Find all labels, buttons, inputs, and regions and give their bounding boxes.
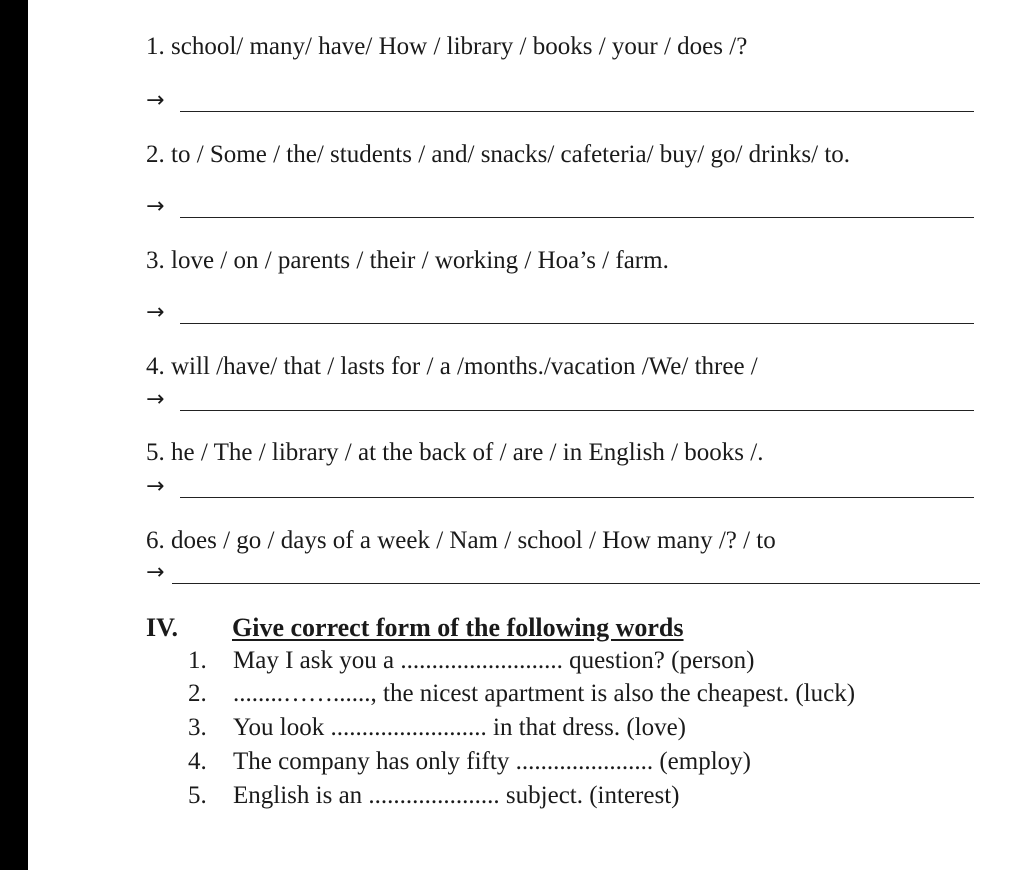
answer-blank-1[interactable] xyxy=(180,111,974,112)
arrow-icon: → xyxy=(146,88,165,113)
arrow-icon: → xyxy=(146,300,165,325)
section-title: Give correct form of the following words xyxy=(232,613,684,642)
item-1-number: 1. xyxy=(188,647,207,674)
item-1-after: question? (person) xyxy=(562,647,755,674)
answer-line-2[interactable] xyxy=(146,192,974,222)
item-5-blank[interactable]: ..................... xyxy=(368,782,500,809)
item-3-text xyxy=(233,713,686,743)
item-5-before: English is an xyxy=(233,782,369,809)
answer-blank-4[interactable] xyxy=(180,410,974,411)
answer-blank-5[interactable] xyxy=(180,497,974,498)
item-1-before: May I ask you a xyxy=(233,647,401,674)
question-1-number: 1. xyxy=(146,33,165,60)
item-3-blank[interactable]: ......................... xyxy=(330,714,487,741)
question-3-number: 3. xyxy=(146,247,165,274)
item-1-text xyxy=(233,646,754,676)
answer-line-4[interactable] xyxy=(146,385,974,415)
arrow-icon: → xyxy=(146,387,165,412)
answer-blank-6[interactable] xyxy=(172,583,980,584)
question-5-text: he / The / library / at the back of / are / in English / books /. xyxy=(171,439,764,466)
item-2-blank[interactable]: ........……...... xyxy=(233,680,371,707)
item-2-after: , the nicest apartment is also the cheapest. (luck) xyxy=(370,680,856,707)
item-2-number: 2. xyxy=(188,680,207,707)
item-4-text xyxy=(233,747,751,777)
question-5-number: 5. xyxy=(146,439,165,466)
question-4-number: 4. xyxy=(146,353,165,380)
question-1 xyxy=(146,32,747,62)
item-4-before: The company has only fifty xyxy=(233,748,516,775)
item-5-number: 5. xyxy=(188,782,207,809)
question-1-text: school/ many/ have/ How / library / books / your / does /? xyxy=(171,33,748,60)
question-2 xyxy=(146,140,850,170)
arrow-icon: → xyxy=(146,560,165,585)
item-3-number: 3. xyxy=(188,714,207,741)
question-6-number: 6. xyxy=(146,527,165,554)
answer-line-6[interactable] xyxy=(146,558,980,588)
question-5 xyxy=(146,438,763,468)
item-4-number: 4. xyxy=(188,748,207,775)
worksheet-page xyxy=(28,0,1024,870)
item-4-after: (employ) xyxy=(653,748,751,775)
item-1-blank[interactable]: .......................... xyxy=(400,647,563,674)
question-2-number: 2. xyxy=(146,141,165,168)
item-5-text xyxy=(233,781,679,811)
left-dark-border xyxy=(0,0,28,870)
section-number: IV. xyxy=(146,613,179,642)
item-3-after: in that dress. (love) xyxy=(486,714,687,741)
question-2-text: to / Some / the/ students / and/ snacks/ cafeteria/ buy/ go/ drinks/ to. xyxy=(171,141,851,168)
question-4-text: will /have/ that / lasts for / a /months./vacation /We/ three / xyxy=(171,353,758,380)
answer-line-1[interactable] xyxy=(146,86,974,116)
item-5-after: subject. (interest) xyxy=(499,782,680,809)
item-3-before: You look xyxy=(233,714,331,741)
answer-line-5[interactable] xyxy=(146,472,974,502)
question-4 xyxy=(146,352,758,382)
answer-blank-2[interactable] xyxy=(180,217,974,218)
arrow-icon: → xyxy=(146,194,165,219)
question-6 xyxy=(146,526,776,556)
item-4-blank[interactable]: ...................... xyxy=(515,748,654,775)
question-6-text: does / go / days of a week / Nam / school / How many /? / to xyxy=(171,527,776,554)
arrow-icon: → xyxy=(146,474,165,499)
item-2-text xyxy=(233,679,855,709)
question-3-text: love / on / parents / their / working / Hoa’s / farm. xyxy=(171,247,669,274)
answer-line-3[interactable] xyxy=(146,298,974,328)
answer-blank-3[interactable] xyxy=(180,323,974,324)
question-3 xyxy=(146,246,669,276)
